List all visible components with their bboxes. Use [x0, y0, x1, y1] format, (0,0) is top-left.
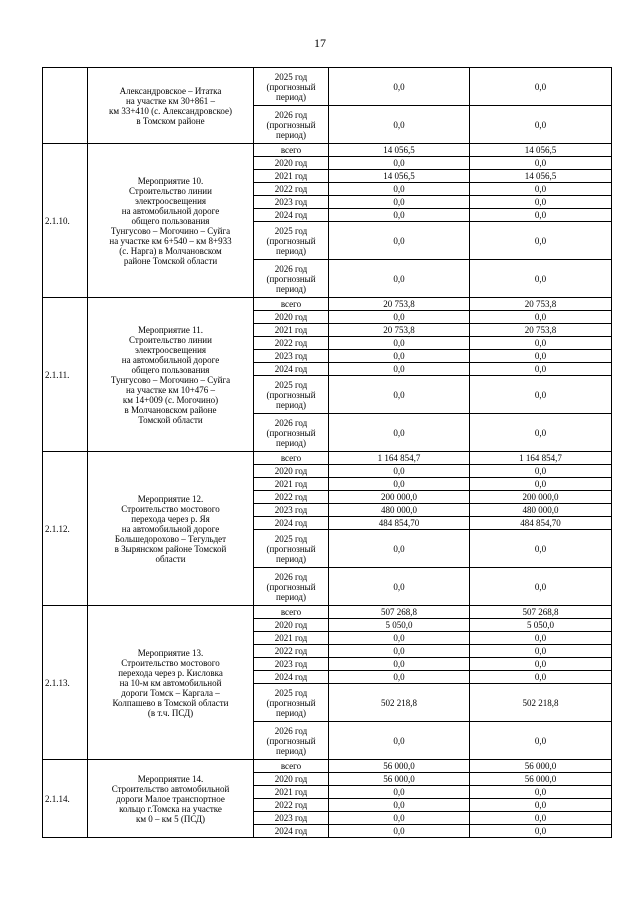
measure-description: Мероприятие 13. Строительство мостового перехода через р. Кисловка на 10-м км автомобильной дороги Томск – Каргала – Колпашево в Томской области (в т.ч. ПСД) [88, 606, 254, 760]
total-amount: 0,0 [329, 106, 470, 144]
total-amount: 0,0 [329, 363, 470, 376]
period-label: 2025 год (прогнозный период) [254, 530, 329, 568]
period-label: 2022 год [254, 491, 329, 504]
total-amount: 1 164 854,7 [329, 452, 470, 465]
page-number: 17 [314, 36, 326, 50]
total-amount: 0,0 [329, 376, 470, 414]
budget-amount: 0,0 [470, 478, 612, 491]
budget-amount: 0,0 [470, 645, 612, 658]
period-label: 2024 год [254, 517, 329, 530]
total-amount: 0,0 [329, 825, 470, 838]
measure-number: 2.1.11. [43, 298, 88, 452]
total-amount: 0,0 [329, 478, 470, 491]
budget-amount: 0,0 [470, 350, 612, 363]
period-label: 2022 год [254, 645, 329, 658]
period-label: 2020 год [254, 465, 329, 478]
total-amount: 0,0 [329, 337, 470, 350]
period-label: 2023 год [254, 504, 329, 517]
budget-amount: 0,0 [470, 722, 612, 760]
period-label: 2021 год [254, 632, 329, 645]
total-amount: 14 056,5 [329, 170, 470, 183]
period-label: 2022 год [254, 337, 329, 350]
total-amount: 0,0 [329, 671, 470, 684]
period-label: 2021 год [254, 170, 329, 183]
budget-amount: 56 000,0 [470, 773, 612, 786]
measure-description: Мероприятие 14. Строительство автомобильной дороги Малое транспортное кольцо г.Томска на участке км 0 – км 5 (ПСД) [88, 760, 254, 838]
budget-amount: 0,0 [470, 376, 612, 414]
budget-amount: 0,0 [470, 157, 612, 170]
period-label: всего [254, 298, 329, 311]
budget-amount: 14 056,5 [470, 170, 612, 183]
budget-amount: 14 056,5 [470, 144, 612, 157]
period-label: всего [254, 760, 329, 773]
total-amount: 0,0 [329, 183, 470, 196]
budget-amount: 0,0 [470, 465, 612, 478]
total-amount: 0,0 [329, 209, 470, 222]
budget-amount: 0,0 [470, 196, 612, 209]
period-label: 2025 год (прогнозный период) [254, 376, 329, 414]
total-amount: 0,0 [329, 645, 470, 658]
total-amount: 56 000,0 [329, 760, 470, 773]
measure-number: 2.1.13. [43, 606, 88, 760]
period-label: 2023 год [254, 196, 329, 209]
period-label: 2026 год (прогнозный период) [254, 568, 329, 606]
period-label: 2025 год (прогнозный период) [254, 222, 329, 260]
total-amount: 0,0 [329, 350, 470, 363]
budget-amount: 484 854,70 [470, 517, 612, 530]
measure-description: Мероприятие 11. Строительство линии электроосвещения на автомобильной дороге общего пользования Тунгусово – Могочино – Суйга на участке км 10+476 – км 14+009 (с. Могочино) в Молчановском районе Томской области [88, 298, 254, 452]
period-label: 2026 год (прогнозный период) [254, 260, 329, 298]
total-amount: 484 854,70 [329, 517, 470, 530]
period-label: 2025 год (прогнозный период) [254, 684, 329, 722]
period-label: 2020 год [254, 311, 329, 324]
budget-amount: 480 000,0 [470, 504, 612, 517]
total-amount: 14 056,5 [329, 144, 470, 157]
measure-description: Мероприятие 10. Строительство линии электроосвещения на автомобильной дороге общего пользования Тунгусово – Могочино – Суйга на участке км 6+540 – км 8+933 (с. Нарга) в Молчановском районе Томской области [88, 144, 254, 298]
budget-amount: 0,0 [470, 658, 612, 671]
period-label: 2023 год [254, 812, 329, 825]
period-label: 2021 год [254, 478, 329, 491]
budget-amount: 507 268,8 [470, 606, 612, 619]
budget-amount: 0,0 [470, 799, 612, 812]
total-amount: 0,0 [329, 530, 470, 568]
budget-amount: 0,0 [470, 363, 612, 376]
total-amount: 20 753,8 [329, 324, 470, 337]
period-label: всего [254, 452, 329, 465]
table-row [43, 144, 612, 157]
period-label: 2026 год (прогнозный период) [254, 106, 329, 144]
period-label: 2024 год [254, 671, 329, 684]
period-label: 2020 год [254, 773, 329, 786]
budget-amount: 0,0 [470, 209, 612, 222]
measure-number: 2.1.14. [43, 760, 88, 838]
budget-amount: 0,0 [470, 337, 612, 350]
budget-amount: 0,0 [470, 632, 612, 645]
budget-amount: 20 753,8 [470, 298, 612, 311]
total-amount: 0,0 [329, 222, 470, 260]
total-amount: 502 218,8 [329, 684, 470, 722]
total-amount: 507 268,8 [329, 606, 470, 619]
period-label: 2024 год [254, 209, 329, 222]
total-amount: 0,0 [329, 414, 470, 452]
budget-amount: 0,0 [470, 530, 612, 568]
period-label: 2021 год [254, 324, 329, 337]
total-amount: 200 000,0 [329, 491, 470, 504]
measure-number: 2.1.10. [43, 144, 88, 298]
total-amount: 0,0 [329, 196, 470, 209]
total-amount: 0,0 [329, 68, 470, 106]
total-amount: 0,0 [329, 658, 470, 671]
period-label: 2022 год [254, 183, 329, 196]
measure-description: Мероприятие 12. Строительство мостового перехода через р. Яя на автомобильной дороге Большедорохово – Тегульдет в Зырянском районе Томской области [88, 452, 254, 606]
budget-amount: 0,0 [470, 222, 612, 260]
period-label: всего [254, 606, 329, 619]
total-amount: 20 753,8 [329, 298, 470, 311]
period-label: 2024 год [254, 825, 329, 838]
table-row [43, 298, 612, 311]
total-amount: 480 000,0 [329, 504, 470, 517]
budget-amount: 502 218,8 [470, 684, 612, 722]
period-label: 2024 год [254, 363, 329, 376]
budget-amount: 0,0 [470, 414, 612, 452]
funding-table [42, 67, 612, 838]
budget-amount: 0,0 [470, 183, 612, 196]
budget-amount: 20 753,8 [470, 324, 612, 337]
budget-amount: 0,0 [470, 786, 612, 799]
budget-amount: 0,0 [470, 106, 612, 144]
table-row [43, 760, 612, 773]
budget-amount: 5 050,0 [470, 619, 612, 632]
period-label: 2025 год (прогнозный период) [254, 68, 329, 106]
measure-number [43, 68, 88, 144]
period-label: 2026 год (прогнозный период) [254, 414, 329, 452]
measure-number: 2.1.12. [43, 452, 88, 606]
period-label: всего [254, 144, 329, 157]
budget-amount: 0,0 [470, 825, 612, 838]
budget-amount: 1 164 854,7 [470, 452, 612, 465]
measure-description: Александровское – Итатка на участке км 30+861 – км 33+410 (с. Александровское) в Томском районе [88, 68, 254, 144]
total-amount: 0,0 [329, 260, 470, 298]
total-amount: 5 050,0 [329, 619, 470, 632]
period-label: 2023 год [254, 350, 329, 363]
total-amount: 0,0 [329, 786, 470, 799]
total-amount: 0,0 [329, 722, 470, 760]
total-amount: 0,0 [329, 799, 470, 812]
table-row [43, 606, 612, 619]
total-amount: 0,0 [329, 812, 470, 825]
period-label: 2020 год [254, 157, 329, 170]
total-amount: 0,0 [329, 311, 470, 324]
total-amount: 0,0 [329, 157, 470, 170]
budget-amount: 0,0 [470, 568, 612, 606]
budget-amount: 0,0 [470, 68, 612, 106]
period-label: 2020 год [254, 619, 329, 632]
total-amount: 0,0 [329, 568, 470, 606]
period-label: 2023 год [254, 658, 329, 671]
table-row [43, 68, 612, 106]
budget-amount: 0,0 [470, 260, 612, 298]
period-label: 2022 год [254, 799, 329, 812]
total-amount: 0,0 [329, 632, 470, 645]
total-amount: 0,0 [329, 465, 470, 478]
budget-amount: 0,0 [470, 671, 612, 684]
budget-amount: 200 000,0 [470, 491, 612, 504]
budget-amount: 0,0 [470, 812, 612, 825]
table-row [43, 452, 612, 465]
total-amount: 56 000,0 [329, 773, 470, 786]
budget-amount: 56 000,0 [470, 760, 612, 773]
period-label: 2021 год [254, 786, 329, 799]
budget-amount: 0,0 [470, 311, 612, 324]
period-label: 2026 год (прогнозный период) [254, 722, 329, 760]
